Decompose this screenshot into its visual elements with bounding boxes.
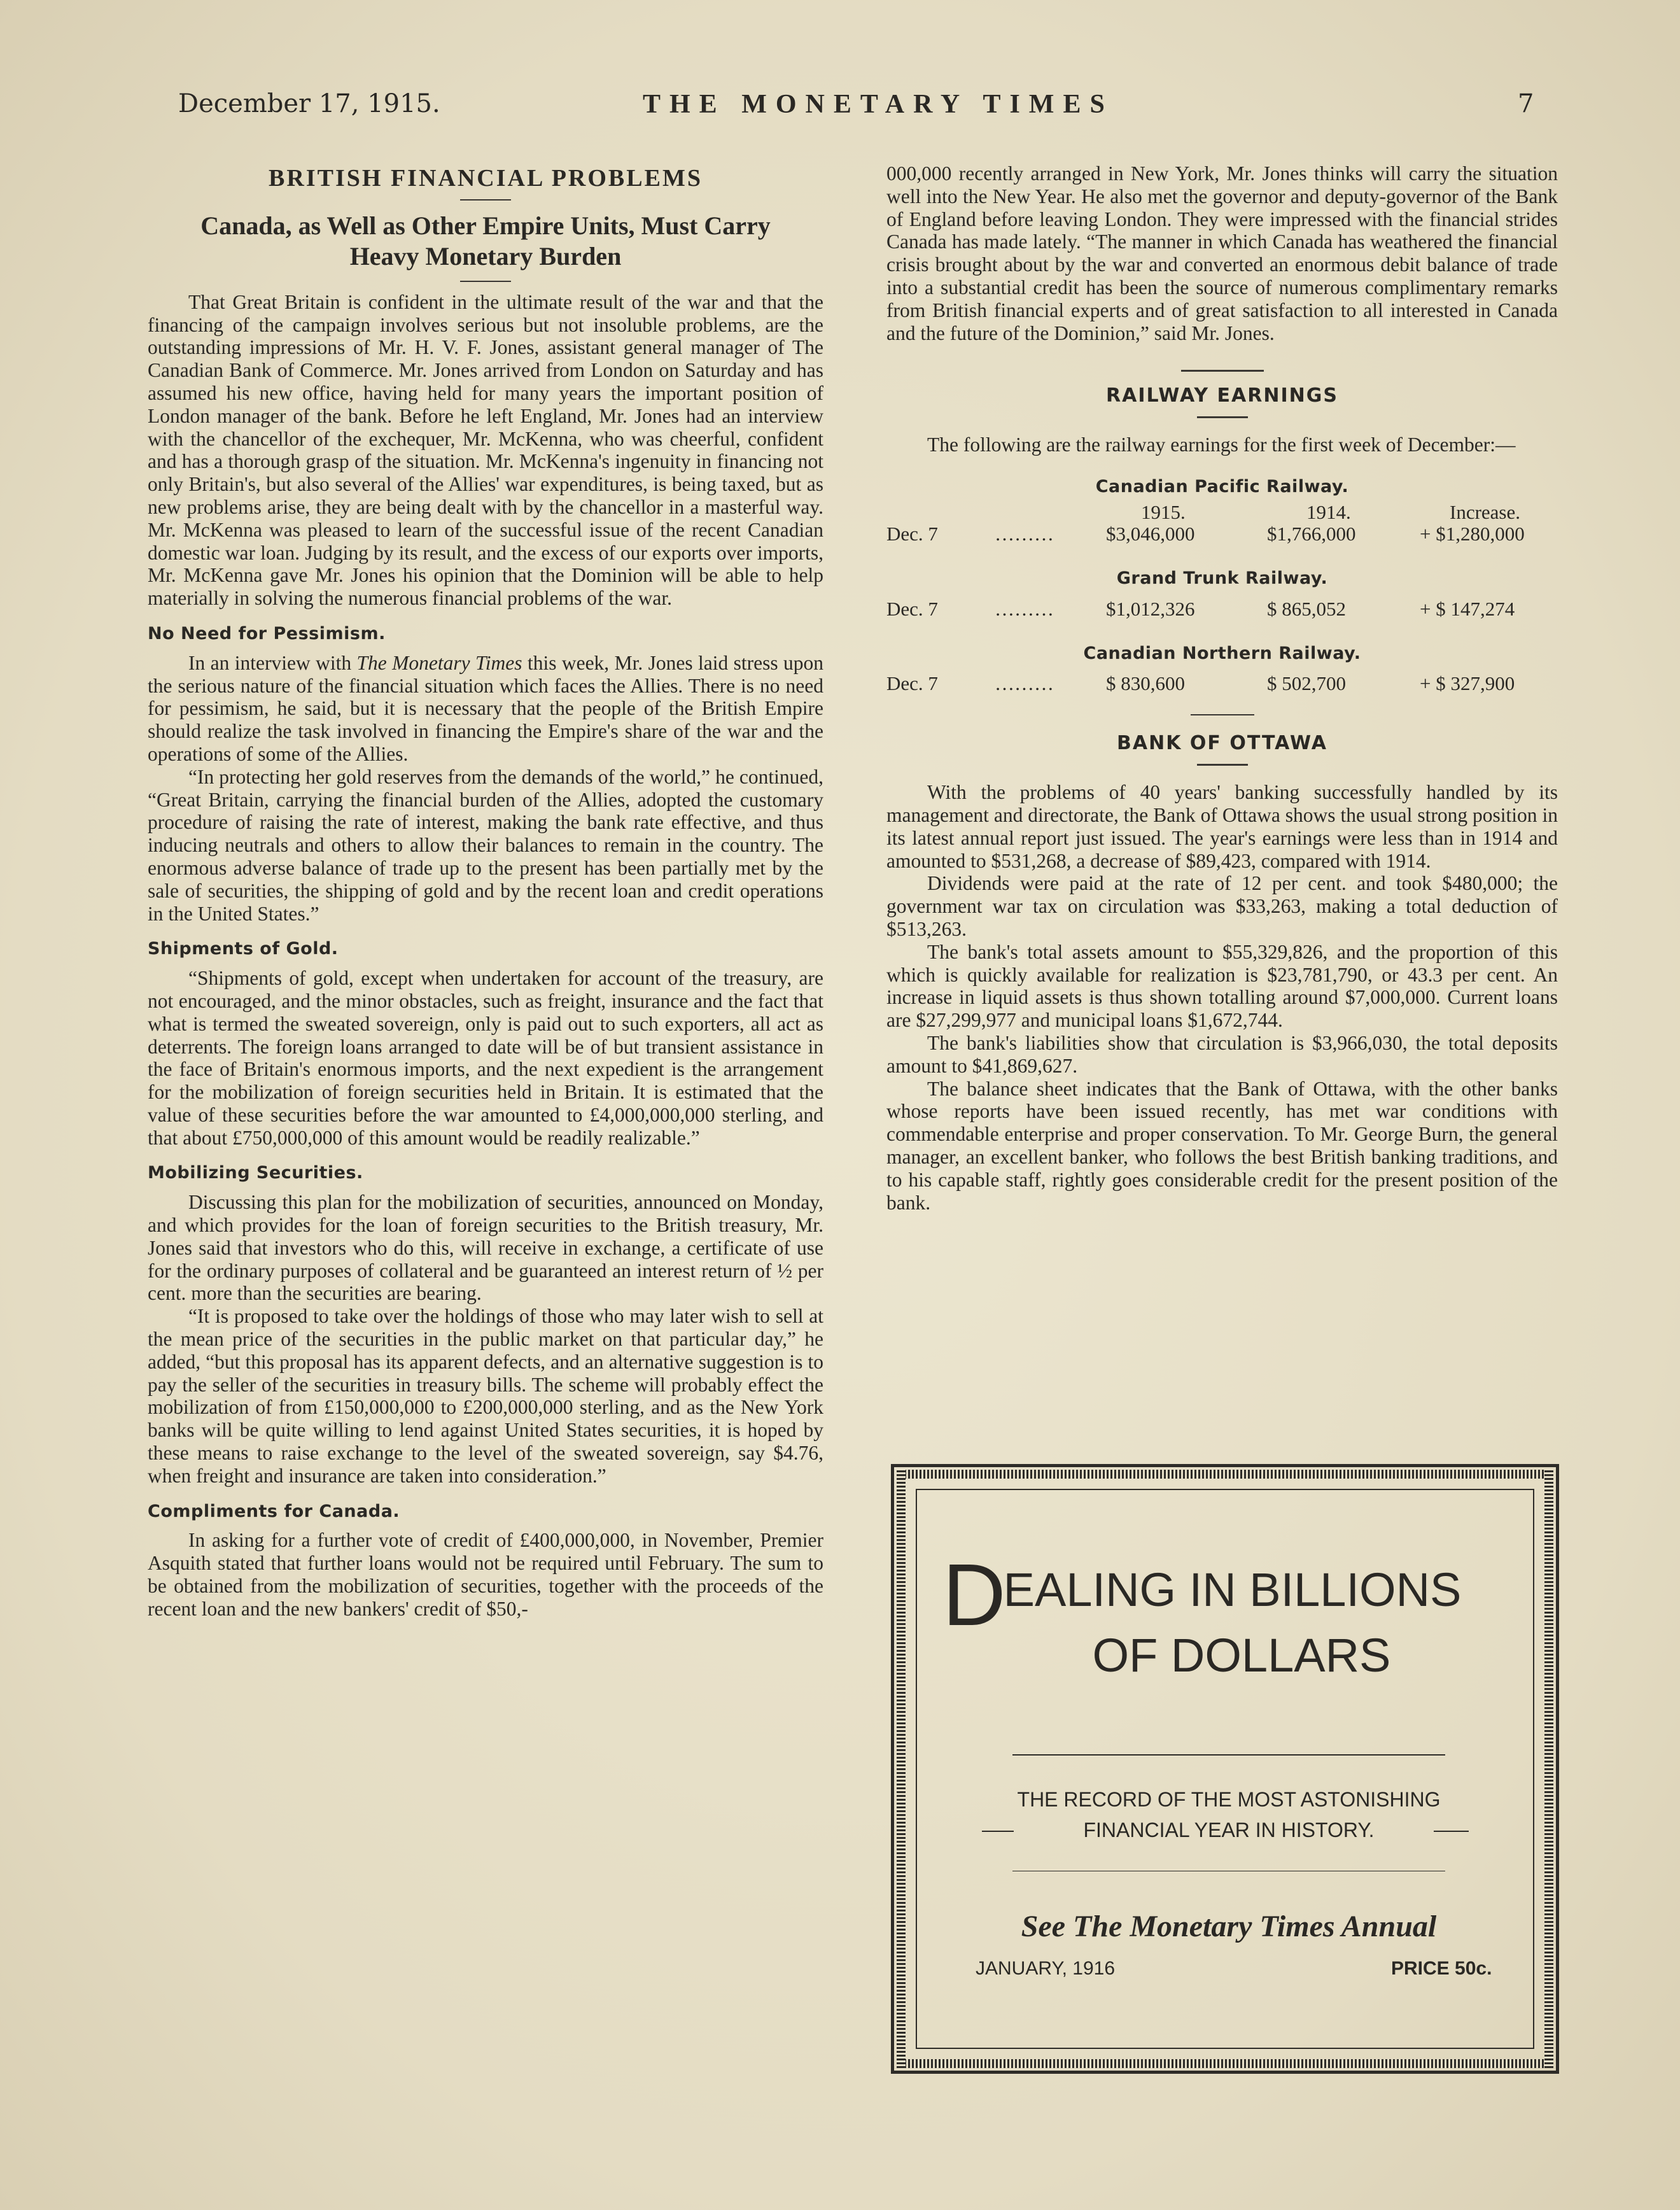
row-increase: + $ 327,900	[1420, 672, 1515, 695]
row-value-1914: $ 502,700	[1267, 672, 1346, 695]
year-header-increase: Increase.	[1450, 500, 1520, 523]
ad-headline-rest: EALING IN BILLIONS	[1003, 1563, 1462, 1616]
subhead-mobilizing-securities: Mobilizing Securities.	[148, 1163, 363, 1183]
article-paragraph-3: “In protecting her gold reserves from the demands of the world,” he continued, “Great Britain, carrying the financial burden of the Allies, adopted the customary procedure of raising the rate of interest, making the bank rate effective, and thus inducing neutrals and others to allow their balances to remain in the country. The enormous adverse balance of trade up to the present has been partially met by the sale of securities, the shipping of gold and by the recent loan and credit operations in the United States.”	[148, 765, 823, 925]
railway-company-cpr: Canadian Pacific Railway.	[1095, 476, 1349, 496]
railway-company-cnr: Canadian Northern Railway.	[1083, 643, 1361, 663]
ad-headline-line-2: OF DOLLARS	[1092, 1629, 1391, 1682]
bank-paragraph-5: The balance sheet indicates that the Bank of Ottawa, with the other banks whose reports have been issued recently, has met war conditions with commendable enterprise and proper conservation. To Mr. George Burn, the general manager, an excellent banker, who follows the best British banking traditions, and to his capable staff, rightly goes considerable credit for the present position of the bank.	[886, 1077, 1558, 1214]
railway-row-gtr	[886, 598, 1558, 623]
ad-dash-left	[982, 1831, 1014, 1832]
subhead-no-need-for-pessimism: No Need for Pessimism.	[148, 623, 386, 644]
subhead-shipments-of-gold: Shipments of Gold.	[148, 939, 339, 959]
bank-paragraph-4: The bank's liabilities show that circulation is $3,966,030, the total deposits amount to $41,869,627.	[886, 1031, 1558, 1077]
article-continuation: 000,000 recently arranged in New York, Mr. Jones thinks will carry the situation well into the New Year. He also met the governor and deputy-governor of the Bank of England before leaving London. They were impressed with the financial strides Canada has made lately. “The manner in which Canada has weathered the financial crisis brought about by the war and converted an enormous debit balance of trade into a substantial credit has been the source of numerous complimentary remarks from British financial experts and of great satisfaction to all interested in Canada and the future of the Dominion,” said Mr. Jones.	[886, 162, 1558, 344]
article-subtitle	[148, 211, 823, 272]
railway-end-rule	[1191, 714, 1254, 715]
row-date: Dec. 7	[886, 522, 938, 545]
bank-paragraph-1: With the problems of 40 years' banking successfully handled by its management and directorate, the Bank of Ottawa shows the usual strong position in its latest annual report just issued. The year's earnings were less than in 1914 and amounted to $531,268, a decrease of $89,423, compared with 1914.	[886, 781, 1558, 872]
ad-call-to-action: See The Monetary Times Annual	[1021, 1910, 1437, 1943]
ad-inner-frame	[916, 1489, 1534, 2049]
railway-intro: The following are the railway earnings for the first week of December:—	[927, 433, 1516, 456]
subhead-compliments-for-canada: Compliments for Canada.	[148, 1501, 400, 1521]
article-paragraph-7: In asking for a further vote of credit of £400,000,000, in November, Premier Asquith stated that further loans would not be required until February. The sum to be obtained from the mobilization of securities, together with the proceeds of the recent loan and the new bankers' credit of $50,-	[148, 1529, 823, 1620]
right-column	[886, 162, 1558, 1214]
article-paragraph-4: “Shipments of gold, except when undertaken for account of the treasury, are not encouraged, and the minor obstacles, such as freight, insurance and the fact that what is termed the sweated sovereign, only is paid out to such exporters, all act as deterrents. The foreign loans arranged to date will be of but transient assistance in the face of Britain's enormous imports, and the next expedient is the arrangement for the mobilization of foreign securities held in Britain. It is estimated that the value of these securities before the war amounted to £4,000,000,000 sterling, and that about £750,000,000 of this amount would be readily realizable.”	[148, 967, 823, 1149]
railway-year-headers	[886, 501, 1558, 523]
article-paragraph-5: Discussing this plan for the mobilization of securities, announced on Monday, and which provides for the loan of foreign securities to the British treasury, Mr. Jones said that investors who do this, will receive in exchange, a certificate of use for the ordinary purposes of collateral and be guaranteed an interest return of ½ per cent. more than the securities are bearing.	[148, 1191, 823, 1305]
row-value-1915: $1,012,326	[1106, 597, 1195, 620]
railway-company-gtr: Grand Trunk Railway.	[1116, 568, 1328, 588]
subtitle-rule	[460, 281, 511, 282]
subtitle-line-2: Heavy Monetary Burden	[349, 241, 622, 271]
railway-row-cpr	[886, 523, 1558, 548]
annual-advertisement	[891, 1464, 1559, 2074]
railway-earnings-title: RAILWAY EARNINGS	[1106, 384, 1338, 407]
row-leader-dots: ………	[995, 597, 1054, 620]
ad-price: PRICE 50c.	[1391, 1958, 1492, 1979]
ad-border-left	[897, 1470, 906, 2068]
bank-paragraph-2: Dividends were paid at the rate of 12 per cent. and took $480,000; the government war tax on circulation was $33,263, making a total deduction of $513,263.	[886, 872, 1558, 940]
ad-border-top	[897, 1470, 1553, 1479]
row-increase: + $1,280,000	[1420, 522, 1525, 545]
row-leader-dots: ………	[995, 522, 1054, 545]
section-divider	[1181, 370, 1264, 372]
left-column	[148, 162, 823, 1621]
page-number: 7	[1518, 89, 1534, 118]
ad-sub-line-1: THE RECORD OF THE MOST ASTONISHING	[1017, 1788, 1441, 1811]
row-value-1914: $ 865,052	[1267, 597, 1346, 620]
ad-issue-date: JANUARY, 1916	[976, 1958, 1116, 1979]
year-header-1915: 1915.	[1141, 500, 1186, 523]
row-value-1915: $3,046,000	[1106, 522, 1195, 545]
ad-dash-right	[1434, 1831, 1469, 1832]
railway-title-rule	[1197, 416, 1248, 418]
subtitle-line-1: Canada, as Well as Other Empire Units, Must Carry	[200, 211, 771, 240]
row-increase: + $ 147,274	[1420, 597, 1515, 620]
bank-title-rule	[1197, 764, 1248, 766]
publication-title: THE MONETARY TIMES	[643, 90, 1114, 119]
p2-italic-publication: The Monetary Times	[356, 651, 522, 674]
row-value-1914: $1,766,000	[1267, 522, 1356, 545]
ad-rule-upper	[1012, 1754, 1445, 1756]
ad-border-bottom	[897, 2059, 1553, 2068]
ad-border-right	[1544, 1470, 1553, 2068]
bank-of-ottawa-title: BANK OF OTTAWA	[1117, 732, 1327, 755]
article-title: BRITISH FINANCIAL PROBLEMS	[269, 165, 703, 192]
row-value-1915: $ 830,600	[1106, 672, 1185, 695]
article-paragraph-6: “It is proposed to take over the holdings of those who may later wish to sell at the mean price of the securities in the public market on that particular day,” he added, “but this proposal has its apparent defects, and an alternative suggestion is to pay the seller of the securities in treasury bills. The scheme will probably effect the mobilization of from £150,000,000 to £200,000,000 sterling, and as the New York banks will be quite willing to lend against United States securities, it is hoped by these means to raise exchange to the level of the sweated sovereign, say $4.76, when freight and insurance are taken into consideration.”	[148, 1305, 823, 1487]
year-header-1914: 1914.	[1306, 500, 1351, 523]
issue-date: December 17, 1915.	[178, 89, 440, 118]
railway-row-cnr	[886, 672, 1558, 698]
ad-drop-initial: D	[942, 1546, 1006, 1644]
title-rule	[460, 199, 511, 201]
p2-pre: In an interview with	[188, 651, 357, 674]
bank-paragraph-3: The bank's total assets amount to $55,329,826, and the proportion of this which is quickly available for realization is $23,781,790, or 43.3 per cent. An increase in liquid assets is thus shown totalling around $7,000,000. Current loans are $27,299,977 and municipal loans $1,672,744.	[886, 940, 1558, 1032]
article-paragraph-2	[148, 652, 823, 766]
p2-post: this week, Mr. Jones laid stress upon the serious nature of the financial situation which faces the Allies. There is no need for pessimism, he said, but it is necessary that the people of the British Empire should realize the task involved in financing the Empire's share of the war and the operations of some of the Allies.	[148, 651, 824, 765]
article-intro-paragraph: That Great Britain is confident in the ultimate result of the war and that the financing of the campaign involves serious but not insoluble problems, are the outstanding impressions of Mr. H. V. F. Jones, assistant general manager of The Canadian Bank of Commerce. Mr. Jones arrived from London on Saturday and has assumed his new office, having held for many years the important position of London manager of the bank. Before he left England, Mr. Jones had an interview with the chancellor of the exchequer, Mr. McKenna, who was cheerful, confident and has a thorough grasp of the situation. Mr. McKenna's ingenuity in financing not only Britain's, but also several of the Allies' war expenditures, is being taxed, but as new problems arise, they are being dealt with by the chancellor in a masterful way. Mr. McKenna was pleased to learn of the successful issue of the recent Canadian domestic war loan. Judging by its result, and the excess of our exports over imports, Mr. McKenna gave Mr. Jones his opinion that the Dominion will be able to help materially in solving the numerous financial problems of the war.	[148, 290, 823, 610]
row-date: Dec. 7	[886, 597, 938, 620]
row-leader-dots: ………	[995, 672, 1054, 695]
ad-headline-line-1	[942, 1546, 1528, 1644]
ad-sub-line-2: FINANCIAL YEAR IN HISTORY.	[1083, 1819, 1375, 1841]
row-date: Dec. 7	[886, 672, 938, 695]
